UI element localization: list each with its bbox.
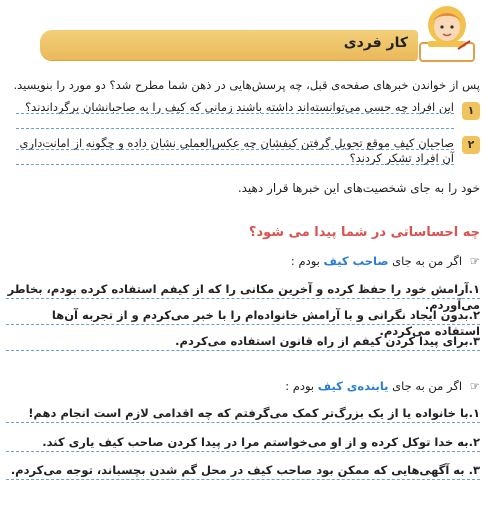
answer-line	[6, 422, 480, 423]
finder-answer	[6, 434, 480, 454]
role-highlight: یابنده‌ی کیف	[317, 379, 389, 393]
answer-line	[16, 113, 454, 114]
answer-text: ۲.بدون ایجاد نگرانی و با آرامش خانواده‌ام را با خبر می‌کردم و از تجربه آن‌ها استفاده می‌کردم.	[51, 308, 480, 338]
role-prefix: اگر من به جای	[392, 254, 463, 268]
owner-answer	[6, 307, 480, 338]
answer-line	[16, 164, 454, 165]
question-item	[10, 133, 480, 167]
role-finder-heading	[10, 379, 480, 393]
section-header	[40, 30, 418, 60]
pointing-hand-icon: ☞	[469, 254, 480, 268]
owner-answer	[6, 281, 480, 312]
answer-line	[6, 324, 480, 325]
question-text: این افراد چه حسی می‌توانسته‌اند داشته باشند زمانی که کیف را به صاحبانشان برگرداندند؟	[25, 100, 454, 114]
role-suffix: بودم :	[290, 254, 320, 268]
finder-answer	[6, 462, 480, 482]
question-number: ۱	[462, 102, 480, 120]
question-item	[10, 97, 480, 131]
answer-text: ۱.آرامش خود را حفظ کرده و آخرین مکانی را که از کیفم استفاده کرده بودم، بخاطر می‌آوردم.	[7, 282, 480, 312]
instruction-text: خود را به جای شخصیت‌های این خبرها قرار دهید.	[237, 181, 480, 195]
answer-text: ۳.برای پیدا کردن کیفم از راه قانون استفاده می‌کردم.	[175, 334, 480, 348]
answer-text: ۲.به خدا توکل کرده و از او می‌خواستم مرا در پیدا کردن صاحب کیف یاری کند.	[42, 435, 480, 449]
role-suffix: بودم :	[285, 379, 315, 393]
answer-text: ۳. به آگهی‌هایی که ممکن بود صاحب کیف در محل گم شدن بچسباند، توجه می‌کردم.	[10, 463, 480, 477]
answer-line	[6, 451, 480, 452]
question-text: صاحبان کیف موقع تحویل گرفتن کیفشان چه عکس‌العملی نشان داده و چگونه از امانت‌داری آن افراد تشکر کردند؟	[19, 136, 454, 165]
answer-line	[16, 149, 454, 150]
section-subheading: چه احساساتی در شما پیدا می شود؟	[248, 225, 480, 240]
role-prefix: اگر من به جای	[392, 379, 463, 393]
intro-text: پس از خواندن خبرهای صفحه‌ی قبل، چه پرسش‌هایی در ذهن شما مطرح شد؟ دو مورد را بنویسید.	[13, 78, 480, 92]
finder-answer	[6, 405, 480, 425]
answer-text: ۱.با خانواده یا از یک بزرگ‌تر کمک می‌گرفتم که چه اقدامی لازم است انجام دهم!	[28, 406, 480, 420]
pointing-hand-icon: ☞	[469, 379, 480, 393]
role-highlight: صاحب کیف	[323, 254, 389, 268]
owner-answer	[6, 333, 480, 353]
role-owner-heading	[10, 254, 480, 268]
section-title: کار فردی	[343, 35, 408, 51]
student-writing-icon	[414, 3, 480, 63]
question-number: ۲	[462, 136, 480, 154]
answer-line	[6, 479, 480, 480]
answer-line	[6, 298, 480, 299]
answer-line	[6, 350, 480, 351]
answer-line	[16, 128, 454, 129]
